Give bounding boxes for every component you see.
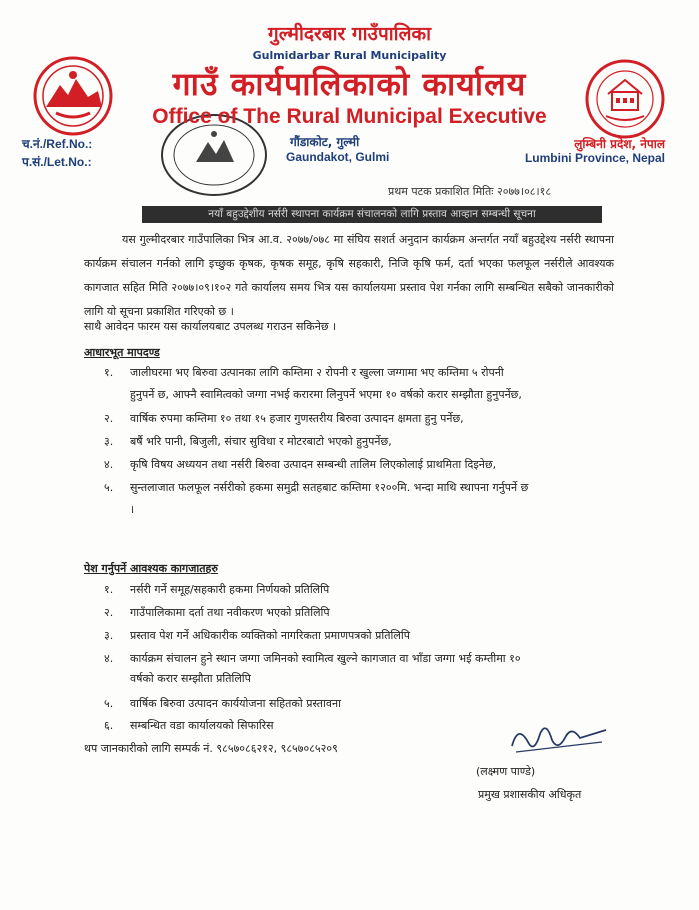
publication-date: प्रथम पटक प्रकाशित मितिः २०७७।०८।१८ [388,185,552,198]
item-text: वर्षको करार सम्झौता प्रतिलिपि [130,672,251,685]
letter-number-label: प.सं./Let.No.: [22,155,92,169]
document-item [104,580,614,600]
signatory-title: प्रमुख प्रशासकीय अधिकृत [478,788,582,801]
criteria-item [104,455,614,475]
signature-icon [506,716,614,760]
item-text: वार्षिक बिरुवा उत्पादन कार्ययोजना सहितको प्रस्तावना [130,697,341,710]
criteria-item [104,409,614,429]
office-title-en: Office of The Rural Municipal Executive [152,105,547,128]
municipality-name-np: गुल्मीदरबार गाउँपालिका [268,23,431,45]
document-item [104,626,614,646]
address-en: Gaundakot, Gulmi [286,150,390,164]
ref-number-label: च.नं./Ref.No.: [22,137,93,151]
criteria-item [104,363,614,403]
address-np: गौंडाकोट, गुल्मी [290,135,360,149]
document-item [104,603,614,623]
notice-subject: नयाँ बहुउद्देशीय नर्सरी स्थापना कार्यक्रम संचालनको लागि प्रस्ताव आव्हान सम्बन्धी सूचना [142,206,602,223]
item-text: बर्षै भरि पानी, बिजुली, संचार सुविधा र मोटरबाटो भएको हुनुपर्नेछ, [130,435,392,448]
documents-heading: पेश गर्नुपर्ने आवश्यक कागजातहरु [84,562,218,575]
province-en: Lumbini Province, Nepal [524,151,665,165]
item-text: कार्यक्रम संचालन हुने स्थान जग्गा जमिनको स्वामित्व खुल्ने कागजात वा भाँडा जग्गा भई कम्तीमा १० [130,652,521,665]
item-text: सम्बन्धित वडा कार्यालयको सिफारिस [130,719,274,732]
item-number: ५. [104,697,114,710]
contact-line: थप जानकारीको लागि सम्पर्क नं. ९८५७०८६२१२, ९८५७०८५२०९ [84,742,338,755]
item-number: १. [104,583,114,596]
province-np: लुम्बिनी प्रदेश, नेपाल [574,137,665,151]
document-item [104,649,614,693]
item-number: ३. [104,435,114,448]
criteria-item [104,478,614,522]
item-text: वार्षिक रुपमा कम्तिमा १० तथा १५ हजार गुणस्तरीय बिरुवा उत्पादन क्षमता हुनु पर्नेछ, [130,412,464,425]
item-text: कृषि विषय अध्ययन तथा नर्सरी बिरुवा उत्पादन सम्बन्धी तालिम लिएकोलाई प्राथमिता दिइनेछ, [130,458,497,471]
item-text: । [130,503,135,516]
item-text: नर्सरी गर्ने समूह/सहकारी हकमा निर्णयको प्रतिलिपि [130,583,330,596]
item-text: सुन्तलाजात फलफूल नर्सरीको हकमा समुद्री सतहबाट कम्तिमा १२००मि. भन्दा माथि स्थापना गर्नुपर्ने छ [130,481,529,494]
criteria-item [104,432,614,452]
item-number: ५. [104,481,114,494]
item-number: १. [104,366,114,379]
office-title-np: गाउँ कार्यपालिकाको कार्यालय [172,65,527,103]
item-text: जालीघरमा भए बिरुवा उत्पानका लागि कम्तिमा २ रोपनी र खुल्ला जग्गामा भए कम्तिमा ५ रोपनी [130,366,504,379]
item-number: ३. [104,629,114,642]
body-paragraph-2: साथै आवेदन फारम यस कार्यालयबाट उपलब्ध गराउन सकिनेछ । [84,320,337,333]
municipality-name-en: Gulmidarbar Rural Municipality [252,49,447,62]
body-paragraph-text: यस गुल्मीदरबार गाउँपालिका भित्र आ.व. २०७७/०७८ मा संघिय सशर्त अनुदान कार्यक्रम अन्तर्गत नयाँ बहुउद्देश्य नर्सरी स्थापना कार्यक्रम संचालन गर्नको लागि इच्छुक कृषक, कृषक समूह, कृषि सहकारी, निजि कृषि फर्म, दर्ता भएका फलफूल नर्सरीले आवश्यक कागजात सहित मिति २०७७।०९।१०२ गते कार्यालय समय भित्र यस कार्यालयमा प्रस्ताव पेश गर्नका लागि सम्बन्धित सबैको जानकारीको लागि यो सूचना प्रकाशित गरिएको छ । [84,233,614,318]
signatory-name: (लक्ष्मण पाण्डे) [476,765,536,778]
body-paragraph [84,228,614,324]
item-number: ४. [104,458,114,471]
item-number: ६. [104,719,114,732]
item-number: २. [104,606,114,619]
item-text: गाउँपालिकामा दर्ता तथा नवीकरण भएको प्रतिलिपि [130,606,330,619]
document-item [104,694,614,714]
item-number: २. [104,412,114,425]
item-text: प्रस्ताव पेश गर्ने अधिकारीक व्यक्तिको नागरिकता प्रमाणपत्रको प्रतिलिपि [130,629,410,642]
criteria-heading: आधारभूत मापदण्ड [84,346,160,359]
item-number: ४. [104,652,114,665]
item-text: हुनुपर्ने छ, आफ्नै स्वामित्वको जग्गा नभई करारमा लिनुपर्ने भएमा १० वर्षको करार सम्झौता हुनुपर्नेछ, [130,388,522,401]
